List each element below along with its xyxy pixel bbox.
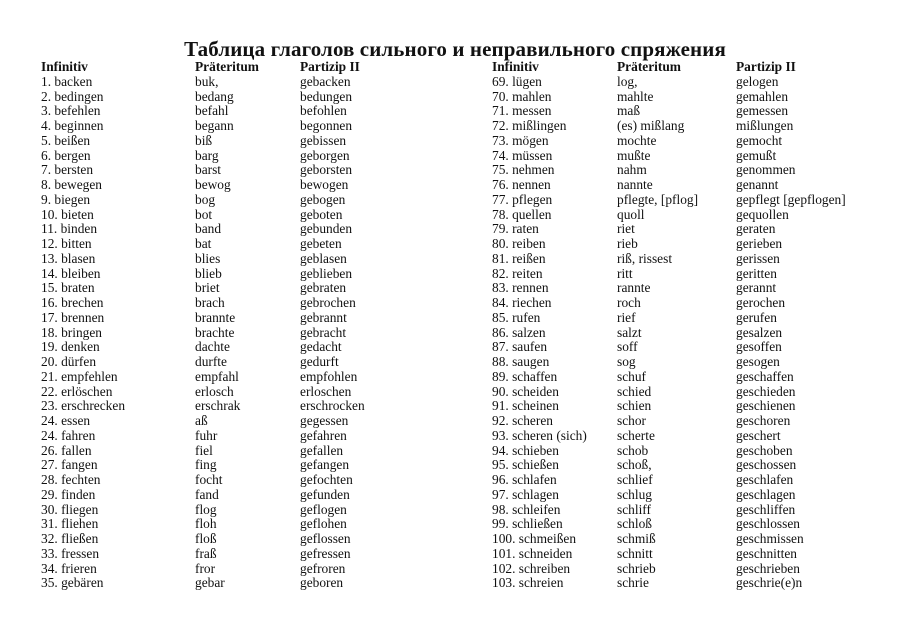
verb-row — [492, 208, 892, 223]
verb-row — [41, 149, 451, 164]
partizip-cell: geschliffen — [736, 501, 796, 517]
infinitiv-cell: 10. bieten — [41, 206, 94, 222]
prateritum-cell: rief — [617, 309, 636, 325]
infinitiv-cell: 34. frieren — [41, 560, 97, 576]
prateritum-cell: dachte — [195, 339, 230, 355]
infinitiv-cell: 23. erschrecken — [41, 398, 126, 414]
verb-row — [41, 326, 451, 341]
infinitiv-cell: 16. brechen — [41, 295, 104, 310]
verb-row — [41, 296, 451, 311]
partizip-cell: geblieben — [300, 265, 353, 281]
prateritum-cell: erlosch — [195, 383, 234, 399]
verb-row — [492, 163, 892, 178]
verb-row — [492, 90, 892, 105]
infinitiv-cell: 88. saugen — [492, 354, 550, 369]
partizip-cell: gebracht — [300, 324, 347, 340]
infinitiv-cell: 20. dürfen — [41, 354, 97, 369]
partizip-cell: gerochen — [736, 295, 786, 310]
verb-row — [492, 281, 892, 296]
partizip-cell: geschmissen — [736, 531, 804, 546]
verb-row — [41, 252, 451, 267]
verb-row — [41, 178, 451, 193]
partizip-cell: geflogen — [300, 501, 347, 517]
partizip-cell: geschossen — [736, 457, 797, 473]
partizip-cell: geboten — [300, 206, 343, 222]
header-row — [41, 60, 451, 75]
prateritum-cell: fand — [195, 486, 219, 502]
prateritum-cell: pflegte, [pflog] — [617, 191, 699, 207]
verb-row — [492, 149, 892, 164]
partizip-cell: gemahlen — [736, 88, 789, 104]
verb-row — [492, 193, 892, 208]
page-title: Таблица глаголов сильного и неправильного спряжения — [184, 37, 726, 61]
verb-row — [41, 163, 451, 178]
verb-row — [41, 429, 451, 444]
verb-row — [492, 75, 892, 90]
prateritum-cell: aß — [195, 413, 208, 428]
verb-row — [492, 340, 892, 355]
infinitiv-cell: 79. raten — [492, 221, 539, 237]
verb-row — [492, 576, 892, 591]
verb-row — [41, 193, 451, 208]
prateritum-cell: befahl — [195, 103, 229, 119]
partizip-cell: gebissen — [300, 132, 347, 148]
infinitiv-cell: 13. blasen — [41, 250, 96, 266]
prateritum-cell: gebar — [195, 575, 225, 591]
prateritum-cell: fuhr — [195, 427, 218, 443]
verb-row — [492, 473, 892, 488]
infinitiv-cell: 5. beißen — [41, 132, 91, 148]
infinitiv-cell: 86. salzen — [492, 324, 546, 340]
verb-table-left — [41, 60, 451, 591]
infinitiv-cell: 17. brennen — [41, 309, 105, 325]
infinitiv-cell: 102. schreiben — [492, 560, 571, 576]
partizip-cell: empfohlen — [300, 368, 358, 384]
prateritum-cell: schmiß — [617, 531, 656, 546]
verb-row — [41, 237, 451, 252]
infinitiv-cell: 30. fliegen — [41, 501, 99, 517]
infinitiv-cell: 85. rufen — [492, 309, 541, 325]
prateritum-cell: briet — [195, 280, 220, 296]
partizip-cell: gerufen — [736, 309, 777, 325]
partizip-cell: gegessen — [300, 413, 349, 428]
verb-row — [41, 399, 451, 414]
infinitiv-cell: 80. reiben — [492, 236, 546, 251]
prateritum-cell: mochte — [617, 132, 657, 148]
prateritum-cell: flog — [195, 501, 217, 517]
infinitiv-cell: 76. nennen — [492, 177, 551, 192]
partizip-cell: geschrie(e)n — [736, 575, 803, 591]
infinitiv-cell: 101. schneiden — [492, 545, 573, 561]
prateritum-cell: empfahl — [195, 368, 239, 384]
partizip-cell: geschlagen — [736, 486, 796, 502]
prateritum-cell: roch — [617, 295, 641, 310]
infinitiv-cell: 78. quellen — [492, 206, 552, 222]
prateritum-cell: mußte — [617, 147, 651, 163]
infinitiv-cell: 18. bringen — [41, 324, 102, 340]
prateritum-cell: riß, rissest — [617, 250, 673, 266]
verb-row — [41, 119, 451, 134]
prateritum-cell: schrieb — [617, 560, 656, 576]
infinitiv-cell: 2. bedingen — [41, 88, 104, 104]
prateritum-cell: schied — [617, 383, 652, 399]
infinitiv-cell: 9. biegen — [41, 191, 91, 207]
infinitiv-cell: 90. scheiden — [492, 383, 559, 399]
verb-row — [41, 488, 451, 503]
partizip-cell: mißlungen — [736, 118, 794, 133]
verb-row — [41, 370, 451, 385]
infinitiv-cell: 96. schlafen — [492, 472, 557, 487]
verb-row — [41, 90, 451, 105]
prateritum-cell: schlief — [617, 472, 653, 487]
partizip-cell: geblasen — [300, 250, 347, 266]
verb-row — [492, 458, 892, 473]
partizip-cell: gefallen — [300, 442, 344, 458]
partizip-cell: gemessen — [736, 103, 789, 119]
prateritum-cell: schor — [617, 413, 647, 428]
infinitiv-cell: 100. schmeißen — [492, 531, 577, 546]
partizip-cell: geschlafen — [736, 472, 794, 487]
verb-row — [492, 414, 892, 429]
partizip-cell: geborgen — [300, 147, 350, 163]
verb-row — [41, 517, 451, 532]
prateritum-cell: floh — [195, 516, 217, 532]
infinitiv-cell: 1. backen — [41, 73, 93, 89]
verb-row — [492, 178, 892, 193]
infinitiv-cell: 103. schreien — [492, 575, 564, 591]
infinitiv-cell: 91. scheinen — [492, 398, 559, 414]
partizip-cell: geritten — [736, 265, 777, 281]
verb-row — [41, 281, 451, 296]
verb-row — [41, 473, 451, 488]
prateritum-cell: bewog — [195, 177, 231, 192]
prateritum-cell: salzt — [617, 324, 642, 340]
partizip-cell: bewogen — [300, 177, 349, 192]
verb-row — [492, 488, 892, 503]
partizip-cell: gesalzen — [736, 324, 783, 340]
partizip-cell: gefochten — [300, 472, 353, 487]
infinitiv-cell: 97. schlagen — [492, 486, 559, 502]
verb-row — [41, 576, 451, 591]
infinitiv-cell: 11. binden — [41, 221, 98, 237]
infinitiv-cell: 83. rennen — [492, 280, 549, 296]
infinitiv-cell: 70. mahlen — [492, 88, 552, 104]
partizip-cell: gefangen — [300, 457, 350, 473]
infinitiv-cell: 21. empfehlen — [41, 368, 118, 384]
partizip-cell: geflohen — [300, 516, 347, 532]
header-partizip: Partizip II — [300, 59, 360, 74]
verb-row — [41, 562, 451, 577]
partizip-cell: gedacht — [300, 339, 342, 355]
partizip-cell: geboren — [300, 575, 344, 591]
partizip-cell: gemußt — [736, 147, 777, 163]
prateritum-cell: scherte — [617, 427, 655, 443]
header-infinitiv: Infinitiv — [41, 59, 88, 74]
infinitiv-cell: 87. saufen — [492, 339, 548, 355]
verb-row — [492, 104, 892, 119]
verb-row — [492, 326, 892, 341]
partizip-cell: geschlossen — [736, 516, 800, 532]
infinitiv-cell: 28. fechten — [41, 472, 101, 487]
verb-row — [492, 503, 892, 518]
verb-row — [41, 444, 451, 459]
verb-row — [492, 311, 892, 326]
partizip-cell: gefroren — [300, 560, 346, 576]
verb-row — [41, 104, 451, 119]
prateritum-cell: fing — [195, 457, 217, 473]
prateritum-cell: blies — [195, 250, 221, 266]
prateritum-cell: bat — [195, 236, 212, 251]
header-infinitiv: Infinitiv — [492, 59, 539, 74]
prateritum-cell: schloß — [617, 516, 652, 532]
prateritum-cell: durfte — [195, 354, 227, 369]
partizip-cell: gebrochen — [300, 295, 356, 310]
partizip-cell: bedungen — [300, 88, 353, 104]
prateritum-cell: fiel — [195, 442, 213, 458]
verb-table-right — [492, 60, 892, 591]
infinitiv-cell: 3. befehlen — [41, 103, 101, 119]
partizip-cell: geschieden — [736, 383, 796, 399]
infinitiv-cell: 31. fliehen — [41, 516, 99, 532]
header-prateritum: Präteritum — [195, 59, 259, 74]
verb-row — [492, 429, 892, 444]
partizip-cell: gefressen — [300, 545, 351, 561]
infinitiv-cell: 8. bewegen — [41, 177, 102, 192]
partizip-cell: gelogen — [736, 73, 779, 89]
partizip-cell: gepflegt [gepflogen] — [736, 191, 846, 207]
verb-row — [41, 340, 451, 355]
prateritum-cell: schuf — [617, 368, 647, 384]
infinitiv-cell: 26. fallen — [41, 442, 92, 458]
partizip-cell: geraten — [736, 221, 776, 237]
verb-row — [41, 458, 451, 473]
infinitiv-cell: 6. bergen — [41, 147, 91, 163]
infinitiv-cell: 93. scheren (sich) — [492, 427, 587, 443]
infinitiv-cell: 24. fahren — [41, 427, 96, 443]
prateritum-cell: rannte — [617, 280, 651, 296]
prateritum-cell: begann — [195, 118, 234, 133]
verb-row — [41, 503, 451, 518]
header-prateritum: Präteritum — [617, 59, 681, 74]
infinitiv-cell: 19. denken — [41, 339, 100, 355]
prateritum-cell: biß — [195, 132, 213, 148]
verb-row — [492, 547, 892, 562]
partizip-cell: geschert — [736, 427, 781, 443]
infinitiv-cell: 81. reißen — [492, 250, 546, 266]
infinitiv-cell: 32. fließen — [41, 531, 99, 546]
prateritum-cell: schoß, — [617, 457, 652, 473]
infinitiv-cell: 29. finden — [41, 486, 96, 502]
verb-row — [492, 119, 892, 134]
partizip-cell: geschnitten — [736, 545, 797, 561]
prateritum-cell: mahlte — [617, 88, 654, 104]
partizip-cell: genommen — [736, 162, 796, 178]
verb-row — [492, 370, 892, 385]
partizip-cell: geschaffen — [736, 368, 794, 384]
verb-row — [492, 355, 892, 370]
partizip-cell: gequollen — [736, 206, 789, 222]
verb-row — [41, 311, 451, 326]
prateritum-cell: bot — [195, 206, 213, 222]
verb-row — [41, 532, 451, 547]
verb-row — [492, 296, 892, 311]
partizip-cell: geborsten — [300, 162, 353, 178]
prateritum-cell: blieb — [195, 265, 222, 281]
verb-row — [492, 267, 892, 282]
infinitiv-cell: 4. beginnen — [41, 118, 104, 133]
verb-row — [492, 444, 892, 459]
partizip-cell: gefunden — [300, 486, 350, 502]
prateritum-cell: quoll — [617, 206, 645, 222]
verb-row — [41, 222, 451, 237]
verb-row — [41, 267, 451, 282]
partizip-cell: gebraten — [300, 280, 347, 296]
prateritum-cell: fraß — [195, 545, 217, 561]
prateritum-cell: floß — [195, 531, 217, 546]
prateritum-cell: schrie — [617, 575, 649, 591]
prateritum-cell: maß — [617, 103, 641, 119]
prateritum-cell: focht — [195, 472, 223, 487]
verb-row — [41, 208, 451, 223]
prateritum-cell: soff — [617, 339, 638, 355]
prateritum-cell: schob — [617, 442, 649, 458]
infinitiv-cell: 72. mißlingen — [492, 118, 567, 133]
verb-row — [41, 355, 451, 370]
verb-row — [492, 134, 892, 149]
partizip-cell: gesoffen — [736, 339, 782, 355]
verb-row — [492, 399, 892, 414]
partizip-cell: gebrannt — [300, 309, 347, 325]
partizip-cell: geschoben — [736, 442, 793, 458]
prateritum-cell: buk, — [195, 73, 219, 89]
prateritum-cell: erschrak — [195, 398, 241, 414]
verb-row — [492, 237, 892, 252]
prateritum-cell: bog — [195, 191, 216, 207]
prateritum-cell: schlug — [617, 486, 652, 502]
prateritum-cell: band — [195, 221, 222, 237]
infinitiv-cell: 77. pflegen — [492, 191, 553, 207]
verb-row — [492, 222, 892, 237]
header-row — [492, 60, 892, 75]
verb-row — [492, 517, 892, 532]
infinitiv-cell: 74. müssen — [492, 147, 553, 163]
infinitiv-cell: 15. braten — [41, 280, 95, 296]
prateritum-cell: nahm — [617, 162, 647, 178]
infinitiv-cell: 73. mögen — [492, 132, 549, 148]
infinitiv-cell: 24. essen — [41, 413, 91, 428]
prateritum-cell: schnitt — [617, 545, 653, 561]
infinitiv-cell: 75. nehmen — [492, 162, 555, 178]
partizip-cell: gesogen — [736, 354, 780, 369]
infinitiv-cell: 69. lügen — [492, 73, 542, 89]
partizip-cell: gedurft — [300, 354, 339, 369]
infinitiv-cell: 33. fressen — [41, 545, 100, 561]
partizip-cell: gefahren — [300, 427, 347, 443]
partizip-cell: gebeten — [300, 236, 342, 251]
partizip-cell: gebogen — [300, 191, 346, 207]
prateritum-cell: brannte — [195, 309, 236, 325]
partizip-cell: geflossen — [300, 531, 351, 546]
prateritum-cell: (es) mißlang — [617, 118, 685, 133]
infinitiv-cell: 12. bitten — [41, 236, 92, 251]
prateritum-cell: schliff — [617, 501, 651, 517]
prateritum-cell: schien — [617, 398, 652, 414]
infinitiv-cell: 94. schieben — [492, 442, 559, 458]
infinitiv-cell: 7. bersten — [41, 162, 94, 178]
infinitiv-cell: 99. schließen — [492, 516, 563, 532]
infinitiv-cell: 98. schleifen — [492, 501, 561, 517]
partizip-cell: gerissen — [736, 250, 780, 266]
partizip-cell: geschoren — [736, 413, 791, 428]
verb-row — [41, 385, 451, 400]
partizip-cell: genannt — [736, 177, 779, 192]
partizip-cell: befohlen — [300, 103, 347, 119]
infinitiv-cell: 89. schaffen — [492, 368, 558, 384]
verb-row — [492, 562, 892, 577]
prateritum-cell: bedang — [195, 88, 234, 104]
partizip-cell: gebunden — [300, 221, 353, 237]
partizip-cell: gebacken — [300, 73, 351, 89]
infinitiv-cell: 82. reiten — [492, 265, 543, 281]
prateritum-cell: barg — [195, 147, 219, 163]
prateritum-cell: sog — [617, 354, 636, 369]
header-partizip: Partizip II — [736, 59, 796, 74]
partizip-cell: gerieben — [736, 236, 783, 251]
verb-row — [492, 385, 892, 400]
infinitiv-cell: 84. riechen — [492, 295, 552, 310]
prateritum-cell: brachte — [195, 324, 235, 340]
infinitiv-cell: 27. fangen — [41, 457, 98, 473]
infinitiv-cell: 35. gebären — [41, 575, 104, 591]
prateritum-cell: rieb — [617, 236, 638, 251]
partizip-cell: gemocht — [736, 132, 783, 148]
partizip-cell: geschrieben — [736, 560, 800, 576]
prateritum-cell: ritt — [617, 265, 633, 281]
partizip-cell: begonnen — [300, 118, 353, 133]
verb-row — [41, 134, 451, 149]
prateritum-cell: log, — [617, 73, 638, 89]
partizip-cell: gerannt — [736, 280, 777, 296]
prateritum-cell: fror — [195, 560, 216, 576]
verb-row — [41, 75, 451, 90]
prateritum-cell: brach — [195, 295, 225, 310]
verb-row — [492, 252, 892, 267]
verb-row — [492, 532, 892, 547]
prateritum-cell: riet — [617, 221, 635, 237]
infinitiv-cell: 22. erlöschen — [41, 383, 113, 399]
prateritum-cell: barst — [195, 162, 222, 178]
infinitiv-cell: 92. scheren — [492, 413, 553, 428]
infinitiv-cell: 71. messen — [492, 103, 552, 119]
verb-row — [41, 547, 451, 562]
verb-row — [41, 414, 451, 429]
partizip-cell: erschrocken — [300, 398, 365, 414]
infinitiv-cell: 14. bleiben — [41, 265, 101, 281]
infinitiv-cell: 95. schießen — [492, 457, 559, 473]
prateritum-cell: nannte — [617, 177, 653, 192]
partizip-cell: geschienen — [736, 398, 796, 414]
partizip-cell: erloschen — [300, 383, 352, 399]
